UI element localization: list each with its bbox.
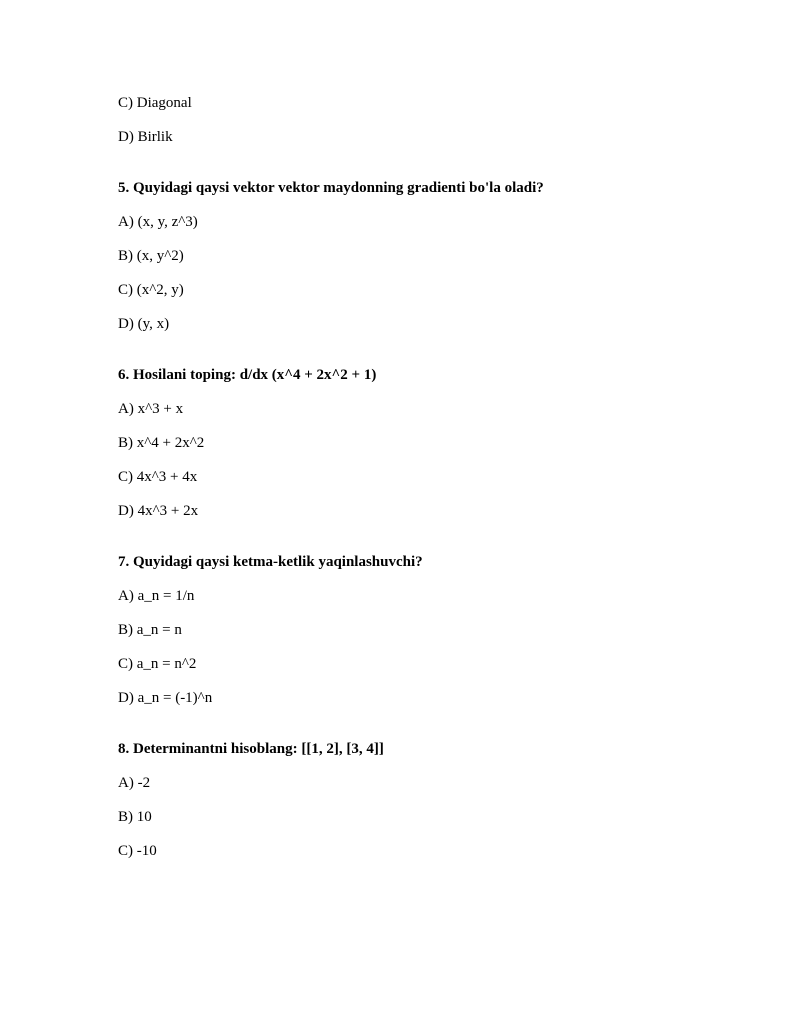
question-5-option-d: D) (y, x): [118, 316, 170, 332]
question-7-option-b: B) a_n = n: [118, 622, 182, 638]
question-5-option-b: B) (x, y^2): [118, 248, 184, 264]
question-8: 8. Determinantni hisoblang: [[1, 2], [3, 4]]: [118, 741, 384, 757]
option-d: D) Birlik: [118, 129, 173, 145]
question-8-option-b: B) 10: [118, 809, 152, 825]
spacer: [118, 162, 718, 179]
question-6: 6. Hosilani toping: d/dx (x^4 + 2x^2 + 1): [118, 367, 377, 383]
question-7-option-a: A) a_n = 1/n: [118, 588, 195, 604]
question-6-option-c: C) 4x^3 + 4x: [118, 469, 198, 485]
question-7: 7. Quyidagi qaysi ketma-ketlik yaqinlashuvchi?: [118, 554, 423, 570]
spacer: [118, 723, 718, 740]
spacer: [118, 536, 718, 553]
question-7-option-d: D) a_n = (-1)^n: [118, 690, 213, 706]
document-page: [118, 94, 718, 876]
question-8-option-a: A) -2: [118, 775, 151, 791]
question-6-option-b: B) x^4 + 2x^2: [118, 435, 205, 451]
question-8-option-c: C) -10: [118, 843, 157, 859]
question-5: 5. Quyidagi qaysi vektor vektor maydonning gradienti bo'la oladi?: [118, 180, 544, 196]
question-6-option-a: A) x^3 + x: [118, 401, 184, 417]
question-5-option-a: A) (x, y, z^3): [118, 214, 198, 230]
spacer: [118, 349, 718, 366]
option-c: C) Diagonal: [118, 95, 192, 111]
question-7-option-c: C) a_n = n^2: [118, 656, 197, 672]
question-5-option-c: C) (x^2, y): [118, 282, 184, 298]
question-6-option-d: D) 4x^3 + 2x: [118, 503, 199, 519]
